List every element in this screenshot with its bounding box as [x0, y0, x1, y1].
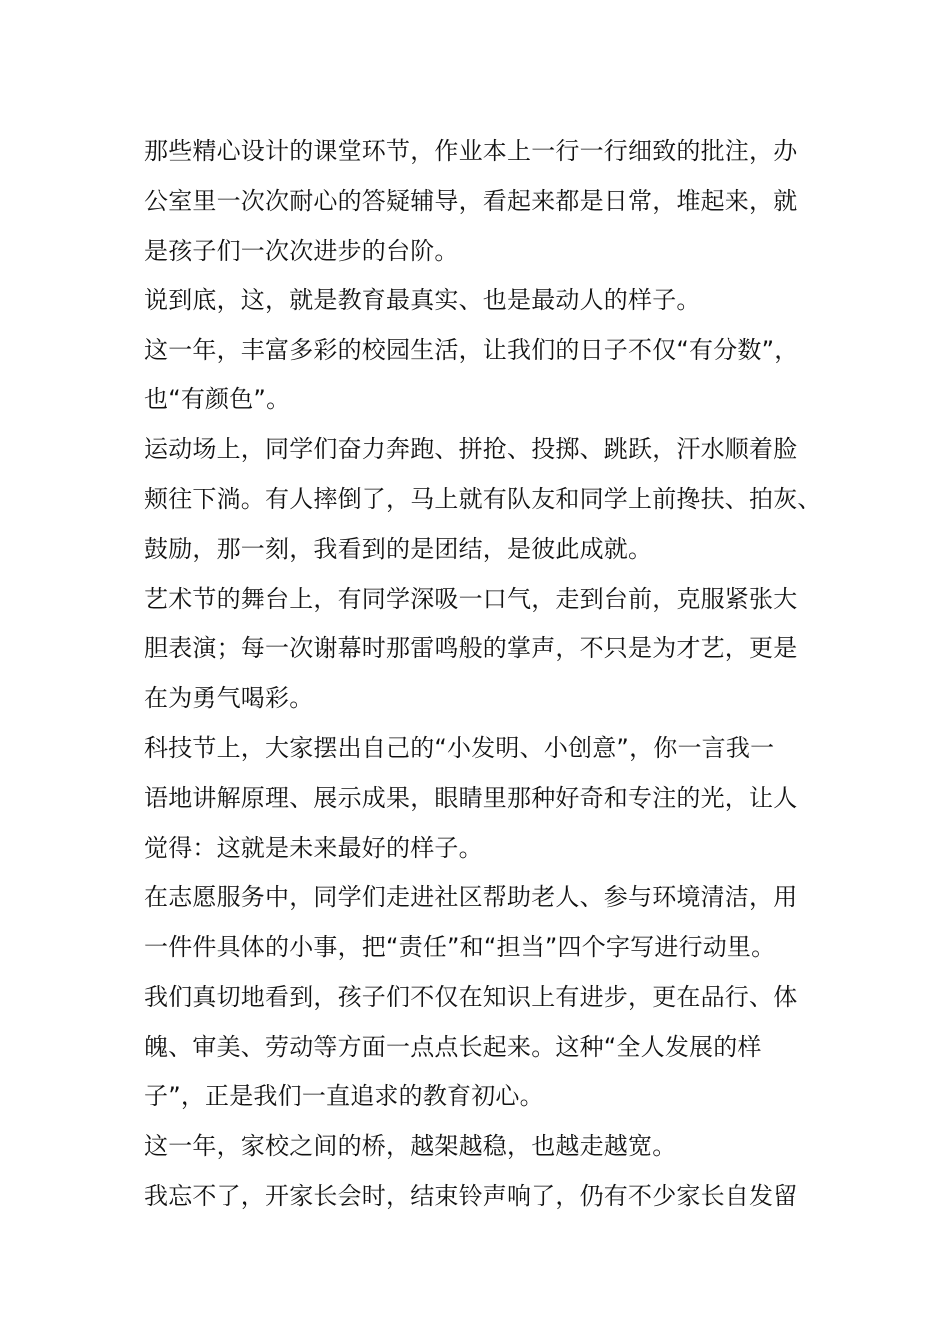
text-line: 这一年，丰富多彩的校园生活，让我们的日子不仅“有分数”， — [144, 336, 799, 364]
text-line: 说到底，这，就是教育最真实、也是最动人的样子。 — [144, 286, 701, 314]
text-line: 科技节上，大家摆出自己的“小发明、小创意”，你一言我一 — [144, 734, 775, 762]
text-line: 公室里一次次耐心的答疑辅导，看起来都是日常，堆起来，就 — [144, 187, 798, 215]
text-line: 这一年，家校之间的桥，越架越稳，也越走越宽。 — [144, 1132, 677, 1160]
text-line: 在为勇气喝彩。 — [144, 684, 314, 712]
text-line: 一件件具体的小事，把“责任”和“担当”四个字写进行动里。 — [144, 933, 776, 961]
text-line: 运动场上，同学们奋力奔跑、拼抢、投掷、跳跃，汗水顺着脸 — [144, 435, 798, 463]
text-line: 魄、审美、劳动等方面一点点长起来。这种“全人发展的样 — [144, 1033, 762, 1061]
text-line: 鼓励，那一刻，我看到的是团结，是彼此成就。 — [144, 535, 653, 563]
text-line: 那些精心设计的课堂环节，作业本上一行一行细致的批注，办 — [144, 137, 798, 165]
text-line: 胆表演；每一次谢幕时那雷鸣般的掌声，不只是为才艺，更是 — [144, 634, 798, 662]
text-line: 是孩子们一次次进步的台阶。 — [144, 237, 459, 265]
text-line: 在志愿服务中，同学们走进社区帮助老人、参与环境清洁，用 — [144, 883, 798, 911]
text-line: 艺术节的舞台上，有同学深吸一口气，走到台前，克服紧张大 — [144, 585, 798, 613]
text-line: 也“有颜色”。 — [144, 385, 291, 413]
text-line: 语地讲解原理、展示成果，眼睛里那种好奇和专注的光，让人 — [144, 784, 798, 812]
text-line: 我忘不了，开家长会时，结束铃声响了，仍有不少家长自发留 — [144, 1182, 798, 1210]
text-line: 颊往下淌。有人摔倒了，马上就有队友和同学上前搀扶、拍灰、 — [144, 485, 822, 513]
text-line: 子”，正是我们一直追求的教育初心。 — [144, 1082, 544, 1110]
text-line: 觉得：这就是未来最好的样子。 — [144, 834, 483, 862]
text-line: 我们真切地看到，孩子们不仅在知识上有进步，更在品行、体 — [144, 983, 798, 1011]
